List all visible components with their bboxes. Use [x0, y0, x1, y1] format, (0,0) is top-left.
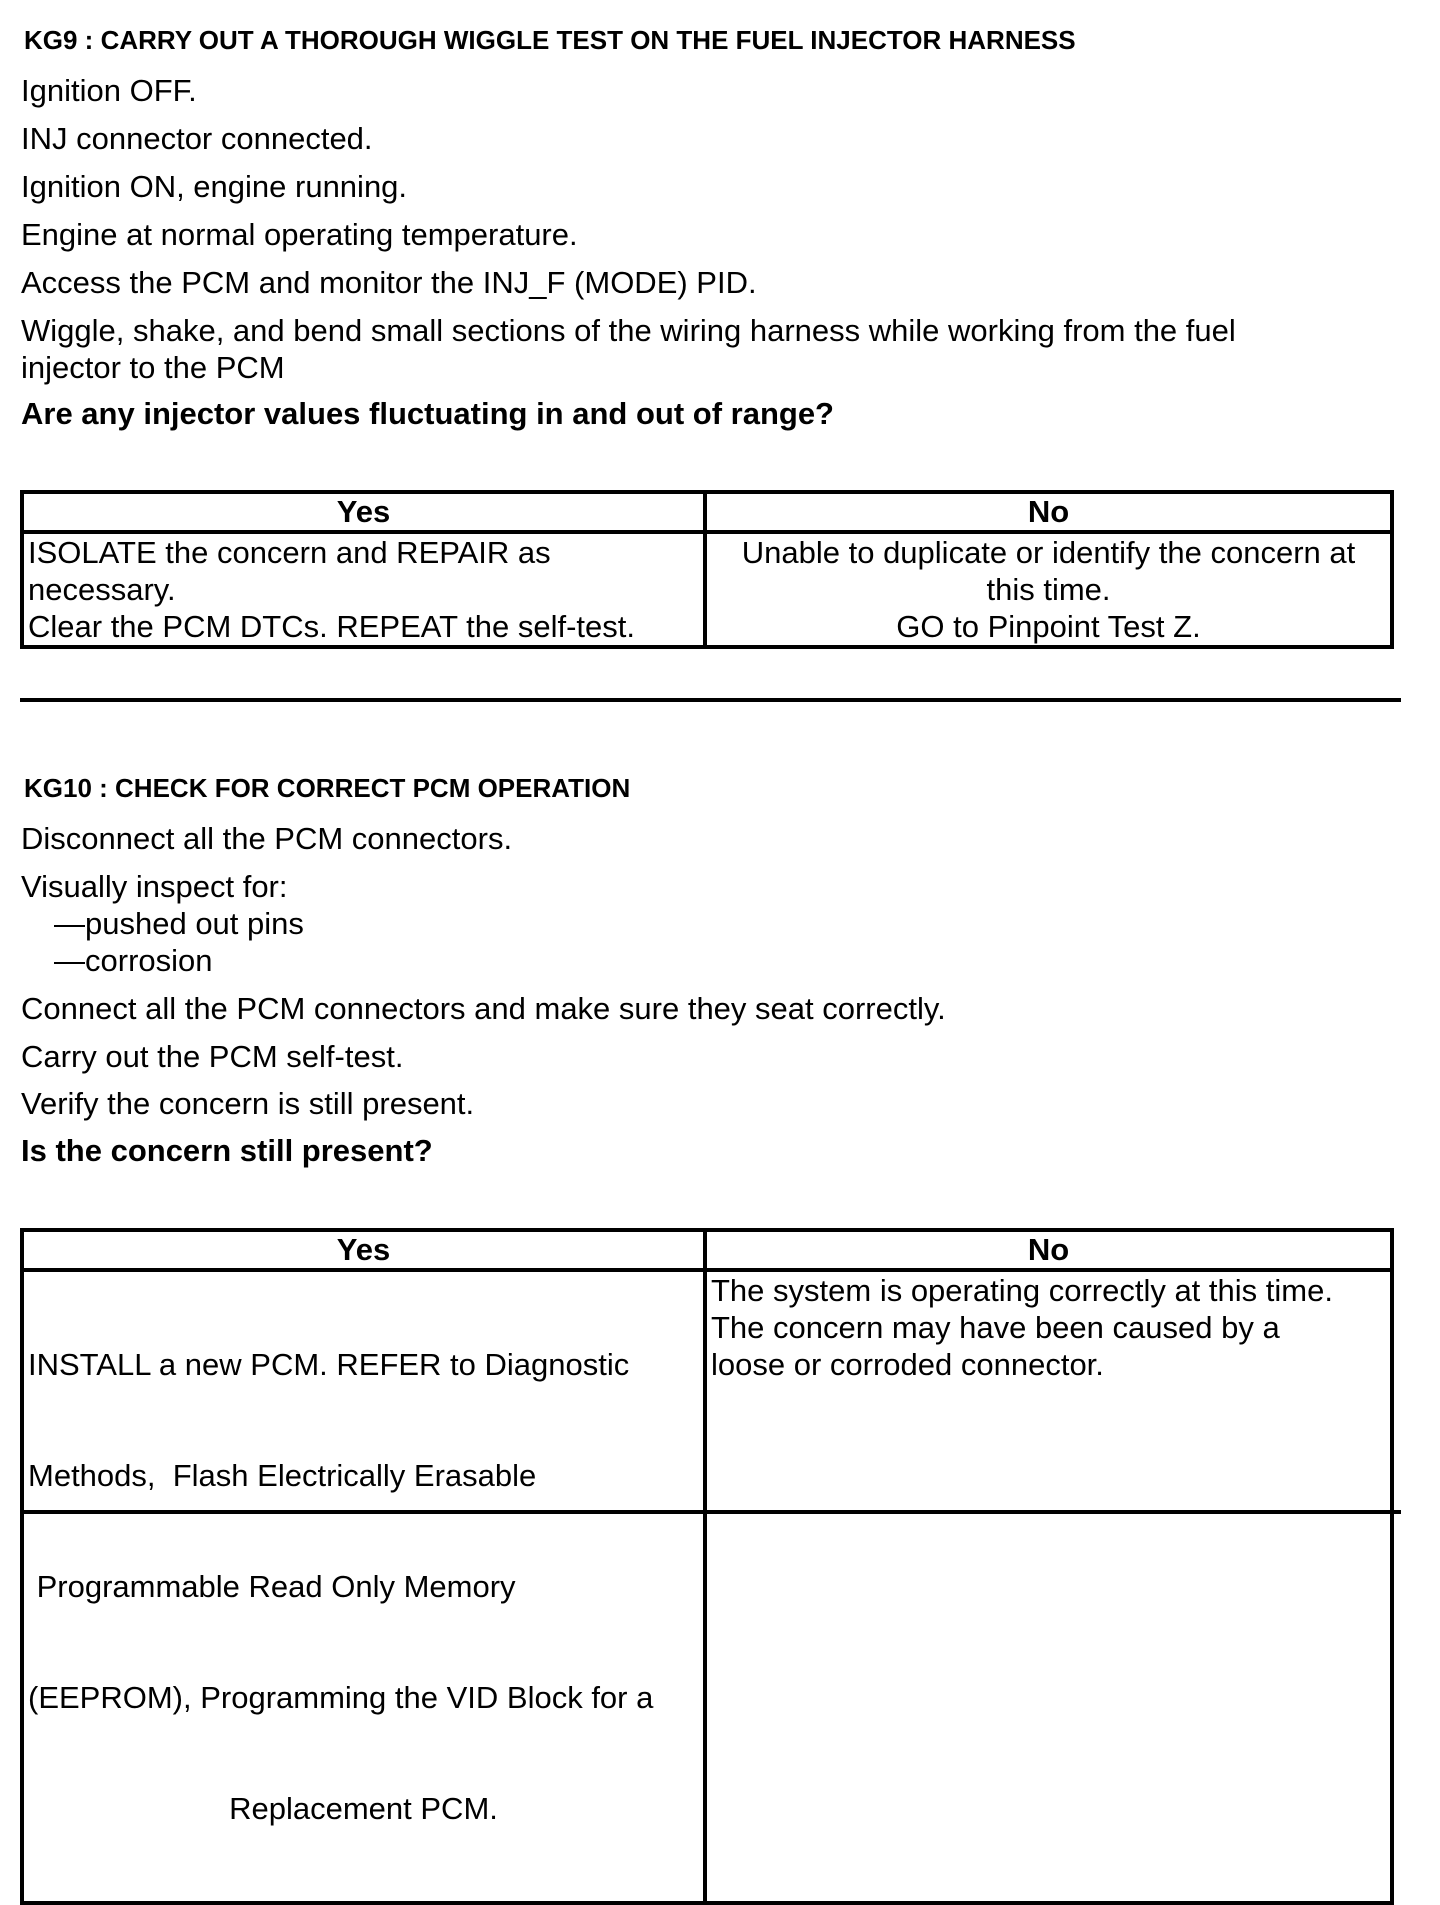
- kg10-result-table: [20, 1228, 1394, 1905]
- kg10-step-selftest: Carry out the PCM self-test.: [21, 1039, 404, 1074]
- kg10-yes-line-1: INSTALL a new PCM. REFER to Diagnostic: [28, 1347, 630, 1382]
- kg9-yes-cell: [22, 532, 705, 647]
- kg10-divider: [20, 1510, 1401, 1514]
- kg10-no-line-1: The system is operating correctly at this time.: [711, 1273, 1333, 1308]
- kg10-inspect-item-2: —corrosion: [54, 943, 213, 978]
- kg10-yes-cell: [22, 1270, 705, 1903]
- kg9-step-1: Ignition OFF.: [21, 73, 197, 108]
- kg10-no-line-2: The concern may have been caused by a: [711, 1310, 1280, 1345]
- kg9-no-cell: [705, 532, 1392, 647]
- kg9-wiggle-line-1: Wiggle, shake, and bend small sections of the wiring harness while working from the fuel: [21, 313, 1236, 348]
- kg9-no-line-1: Unable to duplicate or identify the concern at: [741, 535, 1356, 570]
- kg10-inspect-label: Visually inspect for:: [21, 869, 288, 904]
- kg9-yes-line-3: Clear the PCM DTCs. REPEAT the self-test.: [28, 609, 635, 644]
- kg10-yes-line-5: Replacement PCM.: [229, 1791, 498, 1826]
- kg9-no-header: No: [705, 492, 1392, 532]
- kg10-yes-line-3: Programmable Read Only Memory: [28, 1569, 516, 1604]
- kg10-no-header: No: [705, 1230, 1392, 1270]
- kg10-table-body-row: [22, 1270, 1392, 1903]
- kg9-result-table: [20, 490, 1394, 649]
- kg10-yes-line-4: (EEPROM), Programming the VID Block for a: [28, 1680, 654, 1715]
- kg9-step-3: Ignition ON, engine running.: [21, 169, 408, 204]
- kg9-no-line-3: GO to Pinpoint Test Z.: [896, 609, 1201, 644]
- kg9-yes-header: Yes: [22, 492, 705, 532]
- kg10-inspect-item-1: —pushed out pins: [54, 906, 304, 941]
- kg9-yes-line-1: ISOLATE the concern and REPAIR as: [28, 535, 551, 570]
- kg9-step-5: Access the PCM and monitor the INJ_F (MODE) PID.: [21, 265, 757, 300]
- kg10-question: Is the concern still present?: [21, 1133, 433, 1168]
- kg10-no-cell: [705, 1270, 1392, 1903]
- kg10-table-header-row: [22, 1230, 1392, 1270]
- kg9-question: Are any injector values fluctuating in and out of range?: [21, 396, 834, 431]
- kg9-no-line-2: this time.: [986, 572, 1111, 607]
- kg10-step-connect: Connect all the PCM connectors and make sure they seat correctly.: [21, 991, 946, 1026]
- kg9-heading: KG9 : CARRY OUT A THOROUGH WIGGLE TEST ON THE FUEL INJECTOR HARNESS: [24, 25, 1076, 55]
- kg9-step-2: INJ connector connected.: [21, 121, 373, 156]
- kg9-table-header-row: [22, 492, 1392, 532]
- kg9-wiggle-step: [21, 312, 1236, 386]
- kg10-yes-line-2: Methods, Flash Electrically Erasable: [28, 1458, 537, 1493]
- kg9-wiggle-line-2: injector to the PCM: [21, 350, 285, 385]
- kg9-divider: [20, 698, 1401, 702]
- kg10-no-line-3: loose or corroded connector.: [711, 1347, 1104, 1382]
- kg9-step-4: Engine at normal operating temperature.: [21, 217, 578, 252]
- kg10-step-verify: Verify the concern is still present.: [21, 1086, 475, 1121]
- kg10-heading: KG10 : CHECK FOR CORRECT PCM OPERATION: [24, 773, 631, 803]
- kg10-yes-header: Yes: [22, 1230, 705, 1270]
- kg9-table-body-row: [22, 532, 1392, 647]
- kg9-yes-line-2: necessary.: [28, 572, 176, 607]
- kg10-step-1: Disconnect all the PCM connectors.: [21, 821, 513, 856]
